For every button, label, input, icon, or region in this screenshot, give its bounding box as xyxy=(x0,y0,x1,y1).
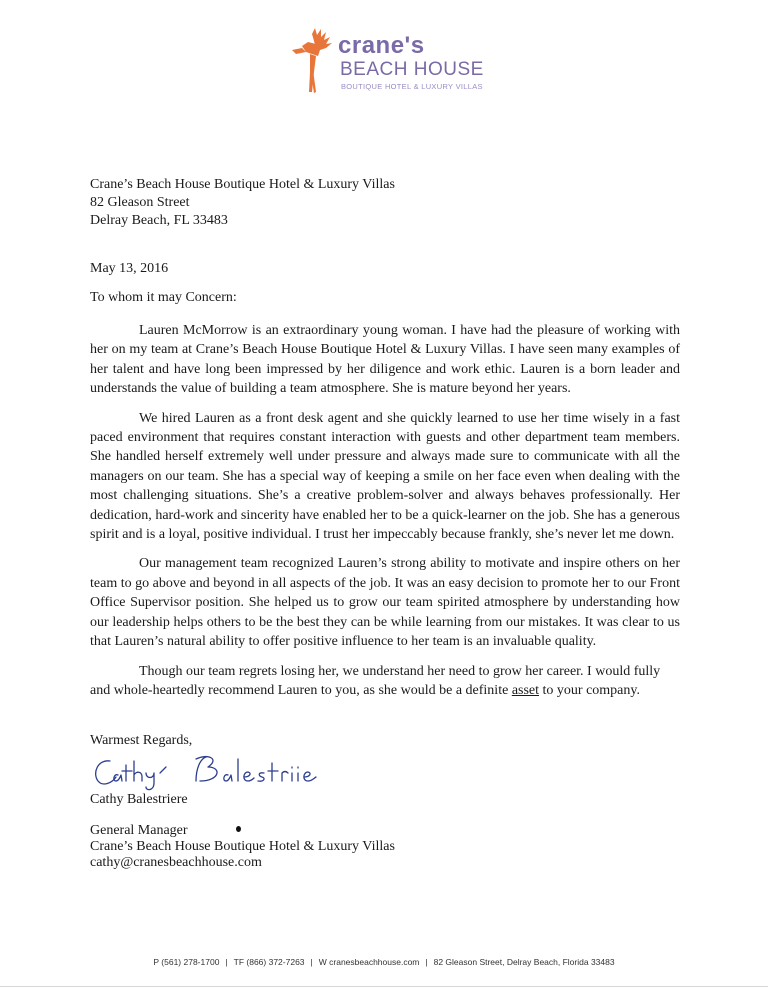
paragraph-3: Our management team recognized Lauren’s strong ability to motivate and inspire others on her team to go above and beyond in all aspects of the job. It was an easy decision to promote her to our Front Office Supervisor position. She helped us to grow our team spirited atmosphere by understanding how our leadership helps others to be the best they can be while learning from our mistakes. It was clear to us that Lauren’s natural ability to offer positive influence to her team is an invaluable quality. xyxy=(90,556,680,650)
closing: Warmest Regards, xyxy=(90,733,193,748)
hotel-logo xyxy=(282,26,512,96)
signer-details xyxy=(90,823,395,871)
crane-bird-icon xyxy=(282,26,342,96)
address-line-1: Crane’s Beach House Boutique Hotel & Luxury Villas xyxy=(90,177,395,192)
paragraph-1: Lauren McMorrow is an extraordinary young woman. I have had the pleasure of working with her on my team at Crane’s Beach House Boutique Hotel & Luxury Villas. I have seen many examples of her talent and have long been impressed by her diligence and work ethic. Lauren is a born leader and understands the value of building a team atmosphere. She is mature beyond her years. xyxy=(90,323,680,397)
handwritten-signature xyxy=(88,747,378,793)
recipient-address xyxy=(90,176,395,230)
logo-tagline: BOUTIQUE HOTEL & LUXURY VILLAS xyxy=(341,82,483,91)
paragraph-4 xyxy=(90,662,680,701)
letter-body xyxy=(90,321,680,710)
paragraph-4-end: to your company. xyxy=(539,682,640,698)
paragraph-2: We hired Lauren as a front desk agent and she quickly learned to use her time wisely in a fast paced environment that requires constant interaction with guests and other department team members. She handled herself extremely well under pressure and always made sure to communicate with all the managers on our team. She has a special way of keeping a smile on her face even when dealing with the most challenging situations. She’s a creative problem-solver and always behaves professionally. Her dedication, hard-work and sincerity have enabled her to be a quick-learner on the job. She has a generous spirit and is a loyal, positive individual. I trust her impeccably because frankly, she’s never let me down. xyxy=(90,410,680,543)
address-line-2: 82 Gleason Street xyxy=(90,195,190,210)
salutation: To whom it may Concern: xyxy=(90,290,237,305)
footer-separator: | xyxy=(425,957,428,967)
footer-tollfree: TF (866) 372-7263 xyxy=(233,957,305,967)
underlined-word: asset xyxy=(511,682,540,698)
footer-separator: | xyxy=(310,957,313,967)
footer-phone: P (561) 278-1700 xyxy=(153,957,220,967)
letterhead-footer xyxy=(0,957,768,967)
footer-separator: | xyxy=(225,957,228,967)
scan-edge-line xyxy=(0,986,768,987)
signer-email: cathy@cranesbeachhouse.com xyxy=(90,855,262,870)
paragraph-4-start: Though our team regrets losing her, we understand her need to grow her career. I would fully and whole-heartedly recommend Lauren to you, as she would be a definite xyxy=(90,663,661,698)
ink-dot xyxy=(236,826,241,832)
logo-beach-house-text: BEACH HOUSE xyxy=(340,59,484,80)
letter-date: May 13, 2016 xyxy=(90,261,169,276)
signer-name: Cathy Balestriere xyxy=(90,792,188,807)
logo-cranes-text: crane's xyxy=(338,32,425,59)
footer-website: W cranesbeachhouse.com xyxy=(318,957,420,967)
footer-address: 82 Gleason Street, Delray Beach, Florida 33483 xyxy=(433,957,615,967)
signer-title: General Manager xyxy=(90,823,188,838)
address-line-3: Delray Beach, FL 33483 xyxy=(90,213,228,228)
signer-company: Crane’s Beach House Boutique Hotel & Luxury Villas xyxy=(90,839,395,854)
